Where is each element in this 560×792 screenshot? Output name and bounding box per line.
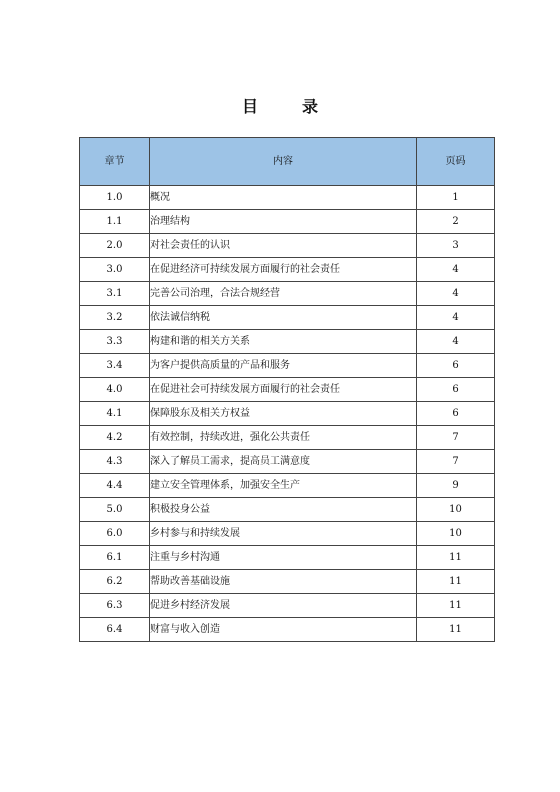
row-page: 6 bbox=[417, 378, 495, 402]
row-content: 为客户提供高质量的产品和服务 bbox=[150, 354, 417, 378]
row-page: 11 bbox=[417, 594, 495, 618]
row-content: 财富与收入创造 bbox=[150, 618, 417, 642]
header-page: 页码 bbox=[417, 138, 495, 186]
header-section: 章节 bbox=[80, 138, 150, 186]
row-content: 促进乡村经济发展 bbox=[150, 594, 417, 618]
table-row bbox=[80, 570, 495, 594]
row-page: 10 bbox=[417, 498, 495, 522]
row-page: 7 bbox=[417, 450, 495, 474]
table-row bbox=[80, 258, 495, 282]
row-content: 构建和谐的相关方关系 bbox=[150, 330, 417, 354]
row-page: 6 bbox=[417, 354, 495, 378]
row-section: 6.0 bbox=[80, 522, 150, 546]
row-section: 5.0 bbox=[80, 498, 150, 522]
row-content: 完善公司治理，合法合规经营 bbox=[150, 282, 417, 306]
toc-body bbox=[80, 186, 495, 642]
row-page: 11 bbox=[417, 570, 495, 594]
row-content: 在促进经济可持续发展方面履行的社会责任 bbox=[150, 258, 417, 282]
row-content: 建立安全管理体系，加强安全生产 bbox=[150, 474, 417, 498]
header-content: 内容 bbox=[150, 138, 417, 186]
table-row bbox=[80, 282, 495, 306]
row-content: 帮助改善基础设施 bbox=[150, 570, 417, 594]
row-page: 1 bbox=[417, 186, 495, 210]
table-row bbox=[80, 594, 495, 618]
row-section: 6.2 bbox=[80, 570, 150, 594]
row-section: 4.3 bbox=[80, 450, 150, 474]
table-row bbox=[80, 402, 495, 426]
row-section: 1.0 bbox=[80, 186, 150, 210]
row-section: 3.3 bbox=[80, 330, 150, 354]
row-section: 4.2 bbox=[80, 426, 150, 450]
row-content: 有效控制，持续改进，强化公共责任 bbox=[150, 426, 417, 450]
row-page: 7 bbox=[417, 426, 495, 450]
table-row bbox=[80, 426, 495, 450]
row-section: 1.1 bbox=[80, 210, 150, 234]
row-page: 10 bbox=[417, 522, 495, 546]
row-page: 6 bbox=[417, 402, 495, 426]
table-row bbox=[80, 618, 495, 642]
table-row bbox=[80, 378, 495, 402]
row-section: 6.3 bbox=[80, 594, 150, 618]
table-row bbox=[80, 474, 495, 498]
row-section: 4.1 bbox=[80, 402, 150, 426]
row-content: 乡村参与和持续发展 bbox=[150, 522, 417, 546]
row-page: 11 bbox=[417, 546, 495, 570]
row-page: 4 bbox=[417, 282, 495, 306]
table-row bbox=[80, 210, 495, 234]
row-section: 4.0 bbox=[80, 378, 150, 402]
row-page: 3 bbox=[417, 234, 495, 258]
table-row bbox=[80, 354, 495, 378]
row-section: 2.0 bbox=[80, 234, 150, 258]
row-content: 治理结构 bbox=[150, 210, 417, 234]
row-page: 4 bbox=[417, 306, 495, 330]
row-section: 3.1 bbox=[80, 282, 150, 306]
row-section: 6.4 bbox=[80, 618, 150, 642]
row-content: 在促进社会可持续发展方面履行的社会责任 bbox=[150, 378, 417, 402]
table-row bbox=[80, 234, 495, 258]
row-page: 4 bbox=[417, 258, 495, 282]
row-section: 3.2 bbox=[80, 306, 150, 330]
row-section: 3.0 bbox=[80, 258, 150, 282]
table-row bbox=[80, 306, 495, 330]
row-section: 4.4 bbox=[80, 474, 150, 498]
row-page: 2 bbox=[417, 210, 495, 234]
row-section: 6.1 bbox=[80, 546, 150, 570]
table-row bbox=[80, 450, 495, 474]
table-row bbox=[80, 330, 495, 354]
toc-table bbox=[79, 137, 495, 642]
row-page: 9 bbox=[417, 474, 495, 498]
page-title: 目 录 bbox=[241, 97, 332, 116]
table-header-row bbox=[80, 138, 495, 186]
row-page: 11 bbox=[417, 618, 495, 642]
row-section: 3.4 bbox=[80, 354, 150, 378]
table-row bbox=[80, 498, 495, 522]
row-content: 注重与乡村沟通 bbox=[150, 546, 417, 570]
table-row bbox=[80, 522, 495, 546]
row-page: 4 bbox=[417, 330, 495, 354]
row-content: 依法诚信纳税 bbox=[150, 306, 417, 330]
table-row bbox=[80, 186, 495, 210]
table-row bbox=[80, 546, 495, 570]
row-content: 对社会责任的认识 bbox=[150, 234, 417, 258]
row-content: 深入了解员工需求，提高员工满意度 bbox=[150, 450, 417, 474]
row-content: 概况 bbox=[150, 186, 417, 210]
row-content: 保障股东及相关方权益 bbox=[150, 402, 417, 426]
row-content: 积极投身公益 bbox=[150, 498, 417, 522]
